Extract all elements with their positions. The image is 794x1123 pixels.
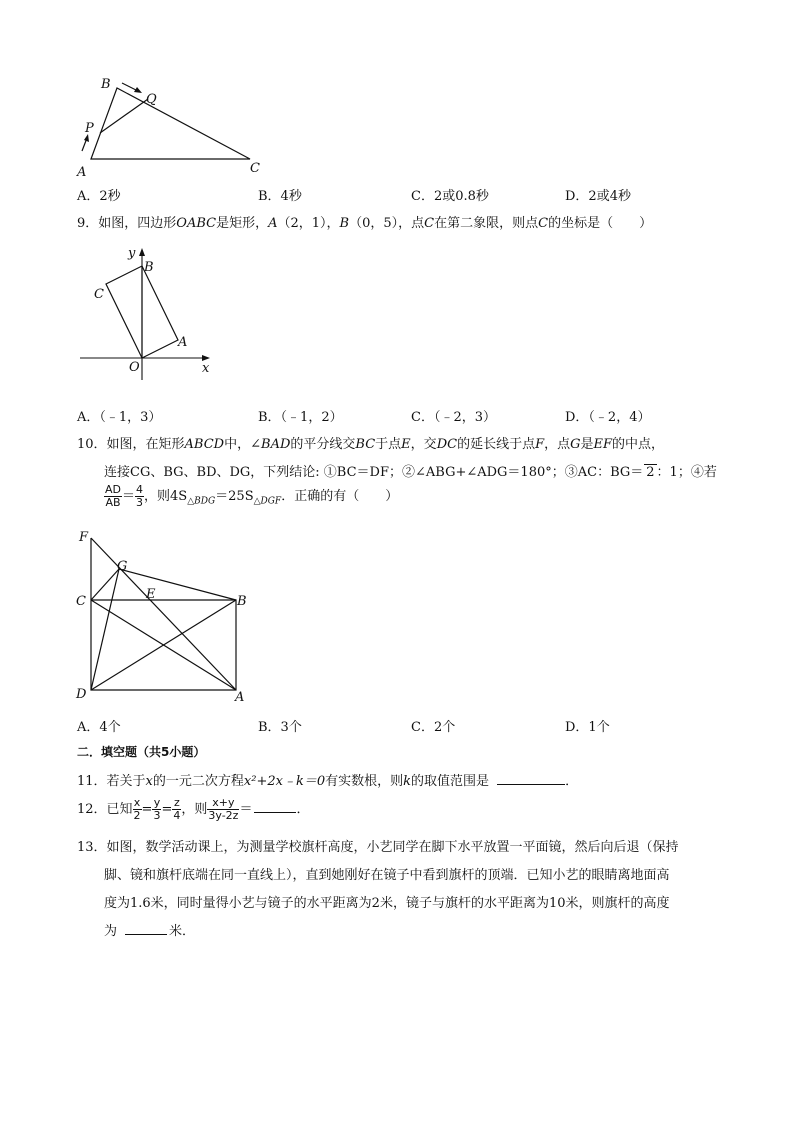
q10-fraction-4-3 [135, 484, 144, 509]
q11-answer-blank[interactable] [497, 772, 565, 785]
q10-text: 的延长线于点 [457, 437, 536, 452]
q11-text: 的取值范围是 [411, 774, 490, 789]
q10-rectangle-figure [72, 526, 262, 706]
frac-numerator: y [153, 796, 161, 809]
q11-k: k [403, 774, 411, 789]
q9-a: A [268, 216, 278, 231]
q9-c2: C [538, 216, 549, 231]
q10-option-d[interactable]: D．1个 [565, 720, 610, 735]
label-a: A [178, 335, 188, 350]
frac-denominator: 4 [173, 809, 181, 822]
q9-option-d[interactable]: D．（﹣2，4） [565, 410, 651, 425]
label-d: D [76, 687, 87, 702]
label-x: x [202, 361, 210, 376]
label-b: B [101, 77, 111, 92]
frac-numerator: z [173, 796, 180, 809]
q10-e: E [401, 437, 411, 452]
q10-dc: DC [436, 437, 458, 452]
q10-option-b[interactable]: B．3个 [258, 720, 302, 735]
q12-stem [77, 797, 309, 822]
q9-stem [77, 212, 652, 231]
label-c: C [76, 594, 86, 609]
q10-bc: BC [355, 437, 376, 452]
q10-line1 [77, 433, 664, 452]
q13-line1: 13．如图，数学活动课上，为测量学校旗杆高度，小艺同学在脚下水平放置一平面镜，然后向后退（保持 [77, 840, 679, 855]
q13-line4 [104, 920, 195, 939]
q11-equation: x²+2x﹣k＝0 [243, 774, 326, 789]
q10-sqrt2: 2 [646, 465, 655, 480]
q9-option-b[interactable]: B．（﹣1，2） [258, 410, 343, 425]
q10-sub-dgf: △DGF [253, 496, 282, 507]
q11-text: 11．若关于 [77, 774, 146, 789]
q12-end: ． [296, 802, 310, 817]
frac-denominator: 3y-2z [208, 809, 239, 822]
q12-equals: = [141, 802, 153, 817]
segment-dg [91, 569, 119, 690]
q13-answer-blank[interactable] [125, 922, 167, 935]
q10-equals: ＝ [122, 489, 136, 504]
q10-text: ，则4S [144, 489, 188, 504]
q10-text: ，交 [410, 437, 437, 452]
q10-line2 [104, 461, 717, 480]
q10-abcd: ABCD [184, 437, 225, 452]
q9-oabc: OABC [176, 216, 217, 231]
q10-option-c[interactable]: C．2个 [411, 720, 456, 735]
frac-denominator: 2 [133, 809, 141, 822]
q9-option-a[interactable]: A．（﹣1，3） [77, 410, 162, 425]
q10-line3 [104, 484, 398, 509]
q9-c: C [424, 216, 435, 231]
q10-text: 中，∠ [224, 437, 262, 452]
q11-end: ． [565, 774, 579, 789]
label-q: Q [146, 92, 157, 107]
q8-triangle-figure [72, 72, 272, 182]
label-c: C [94, 287, 104, 302]
frac-denominator: 3 [136, 496, 144, 509]
q8-option-d[interactable]: D．2或4秒 [565, 189, 631, 204]
q10-conclusions: 连接CG、BG、BD、DG，下列结论: ①BC＝DF；②∠ABG+∠ADG＝180°；③AC：BG＝ [104, 465, 644, 480]
q12-equals: = [161, 802, 173, 817]
q10-option-a[interactable]: A．4个 [77, 720, 121, 735]
label-c: C [250, 161, 260, 176]
q10-text: 于点 [375, 437, 402, 452]
segment-bg [119, 569, 236, 600]
label-b: B [237, 594, 247, 609]
q13-line3: 度为1.6米，同时量得小艺与镜子的水平距离为2米，镜子与旗杆的水平距离为10米，则旗杆的高度 [104, 896, 670, 911]
label-f: F [79, 530, 89, 545]
q10-ef: EF [593, 437, 613, 452]
y-axis-arrow [139, 248, 145, 256]
q11-x: x [145, 774, 153, 789]
q10-sub-bdg: △BDG [187, 496, 216, 507]
frac-numerator: AD [105, 483, 121, 496]
q12-frac-z4 [172, 797, 181, 822]
q10-f: F [535, 437, 545, 452]
label-e: E [146, 587, 156, 602]
label-a: A [235, 690, 245, 705]
label-o: O [129, 360, 140, 375]
q10-text: ．正确的有（ ） [281, 489, 399, 504]
q8-option-b[interactable]: B．4秒 [258, 189, 302, 204]
q12-equals: ＝ [239, 802, 253, 817]
q9-text2: 在第二象限，则点 [434, 216, 539, 231]
q10-text: 是 [580, 437, 594, 452]
q9-text3: 的坐标是（ ） [548, 216, 653, 231]
q9-option-c[interactable]: C．（﹣2，3） [411, 410, 496, 425]
q10-text: ＝25S [215, 489, 254, 504]
q11-stem [77, 770, 578, 789]
q9-number: 9．如图，四边形 [77, 216, 177, 231]
q10-fraction-ad-ab [104, 484, 122, 509]
frac-denominator: 3 [153, 809, 161, 822]
q10-text: ：1；④若 [656, 465, 717, 480]
frac-numerator: 4 [136, 483, 144, 496]
q13-line2: 脚、镜和旗杆底端在同一直线上），直到她刚好在镜子中看到旗杆的顶端．已知小艺的眼睛离地面高 [104, 868, 670, 883]
q9-text1: 是矩形， [216, 216, 269, 231]
label-a: A [77, 165, 87, 180]
q10-text: 10．如图，在矩形 [77, 437, 185, 452]
q12-text: ，则 [181, 802, 208, 817]
q9-b-coord: （0，5），点 [349, 216, 425, 231]
q10-text: ，点 [544, 437, 571, 452]
q12-answer-blank[interactable] [254, 800, 296, 813]
q12-frac-target [207, 797, 239, 822]
label-p: P [85, 121, 94, 136]
q9-coordinate-figure [72, 240, 222, 380]
label-g: G [117, 559, 128, 574]
q11-text: 的一元二次方程 [152, 774, 244, 789]
triangle-abc [91, 88, 250, 159]
q10-text: 的中点， [612, 437, 665, 452]
frac-numerator: x+y [207, 797, 239, 810]
q10-text: 的平分线交 [290, 437, 356, 452]
q10-bad: BAD [261, 437, 291, 452]
label-y: y [128, 246, 136, 261]
q10-g: G [570, 437, 581, 452]
q8-option-a[interactable]: A．2秒 [77, 189, 121, 204]
q9-a-coord: （2，1）， [277, 216, 340, 231]
frac-numerator: x [133, 796, 141, 809]
q12-frac-x2 [133, 797, 142, 822]
section-fill-in-title: 二．填空题（共5小题） [77, 745, 206, 759]
q12-text: 12．已知 [77, 802, 133, 817]
q13-text: 米． [169, 924, 196, 939]
q11-text: 有实数根，则 [325, 774, 404, 789]
q9-b: B [339, 216, 350, 231]
q8-option-c[interactable]: C．2或0.8秒 [411, 189, 489, 204]
q13-text: 为 [104, 924, 118, 939]
frac-denominator: AB [105, 496, 121, 509]
label-b: B [144, 260, 154, 275]
